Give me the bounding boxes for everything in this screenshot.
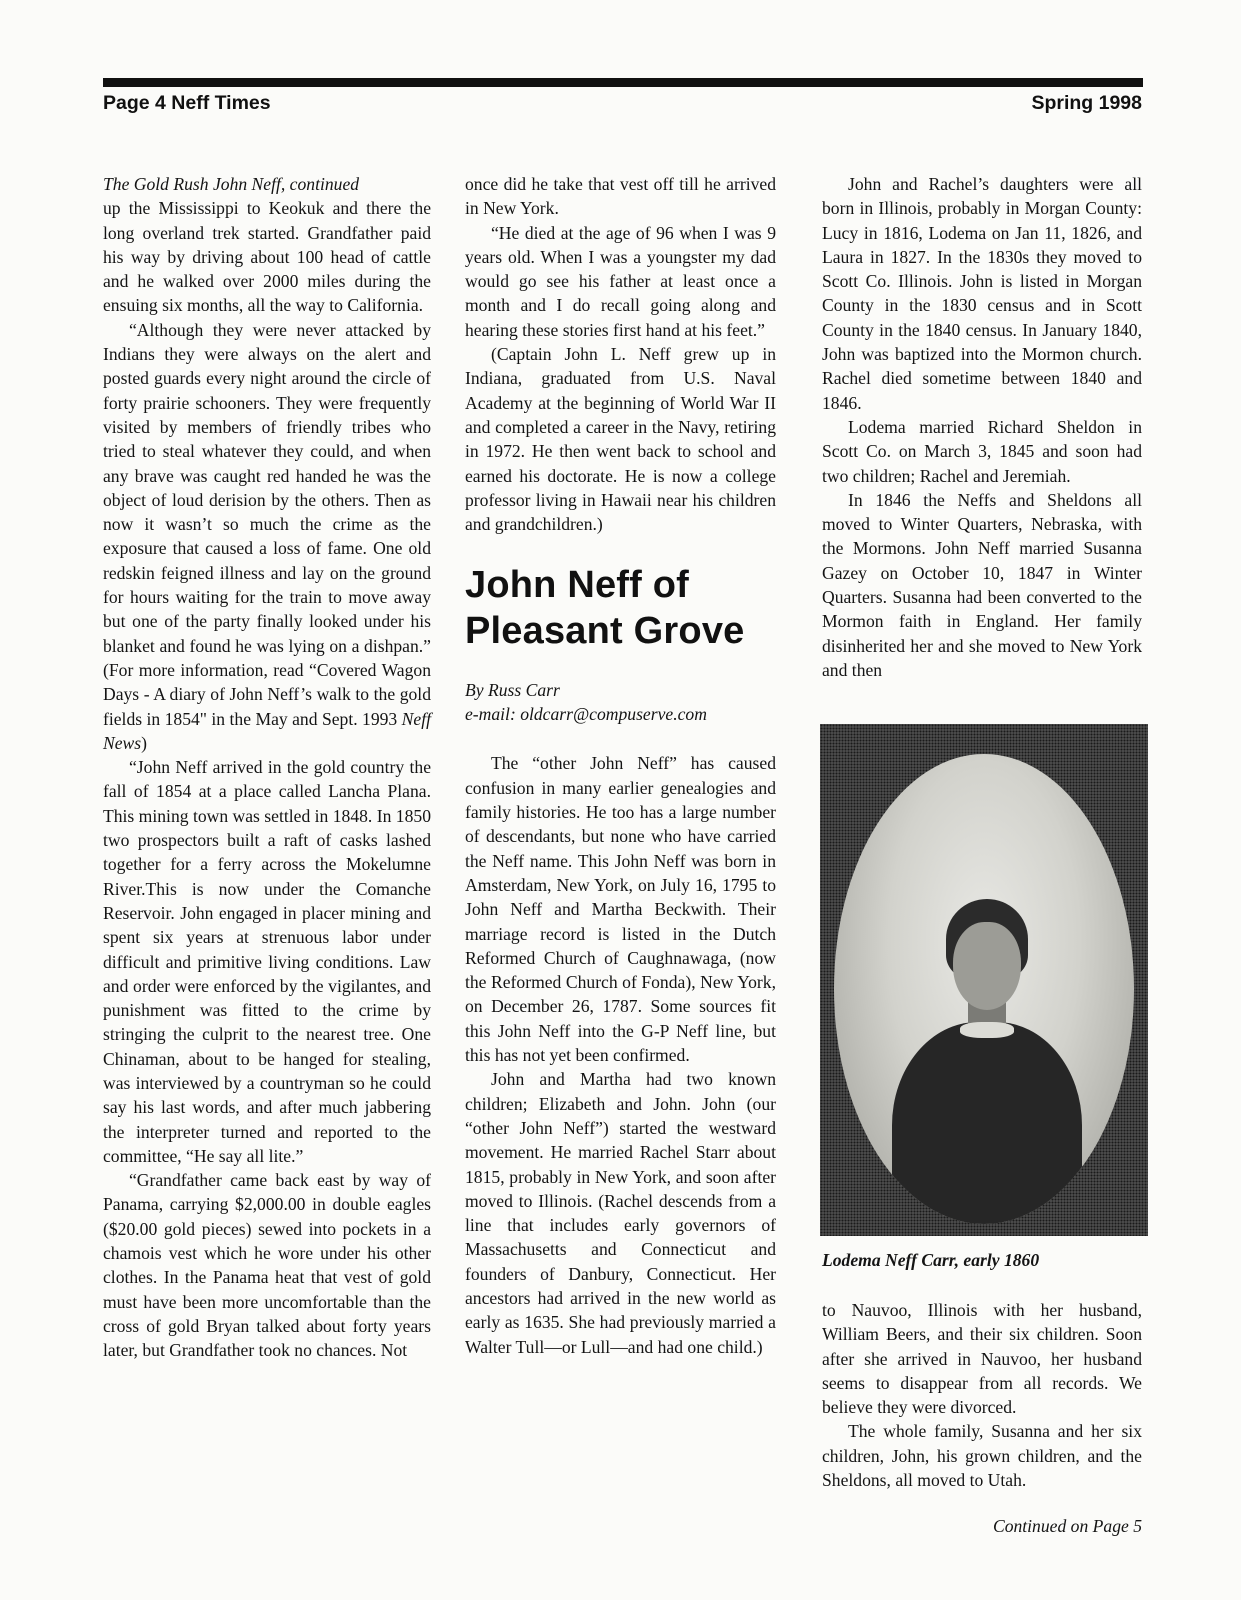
- paragraph: In 1846 the Neffs and Sheldons all moved to Winter Quarters, Nebraska, with the Mormons. John Neff married Susanna Gazey on October 10, 1847 in Winter Quarters. Susanna had been converted to the Mormon faith in England. Her family disinherited her and she moved to New York and then: [822, 489, 1142, 680]
- paragraph: John and Martha had two known children; Elizabeth and John. John (our “other John Neff”) started the westward movement. He married Rachel Starr about 1815, probably in New York, and soon after moved to Illinois. (Rachel descends from a line that includes early governors of Massachusetts and Connecticut and founders of Danbury, Connecticut. Her ancestors had arrived in the new world as early as 1635. She had previously married a Walter Tull—or Lull—and had one child.): [465, 1069, 776, 1357]
- paragraph-text-end: ): [141, 732, 147, 753]
- column-2: [465, 172, 776, 1359]
- portrait-face: [953, 922, 1021, 1010]
- paragraph: “John Neff arrived in the gold country the fall of 1854 at a place called Lancha Plana. This mining town was settled in 1848. In 1850 two prospectors built a raft of casks lashed together for a ferry across the Mokelumne River.This is now under the Comanche Reservoir. John engaged in placer mining and spent six years at strenuous labor under difficult and primitive living conditions. Law and order were enforced by the vigilantes, and punishment was fitted to the crime by stringing the culprit to the nearest tree. One Chinaman, about to be hanged for stealing, was interviewed by a countryman so he could say his last words, and after much jabbering the interpreter turned and reported to the committee, “He say all lite.”: [103, 757, 431, 1166]
- paragraph: John and Rachel’s daughters were all born in Illinois, probably in Morgan County: Lucy in 1816, Lodema on Jan 11, 1826, and Laura in 1827. In the 1830s they moved to Scott Co. Illinois. John is listed in Morgan County in the 1830 census and in Scott County in the 1840 census. In January 1840, John was baptized into the Mormon church. Rachel died sometime between 1840 and 1846.: [822, 174, 1142, 413]
- column-1: [103, 172, 431, 1363]
- page-header-right: Spring 1998: [1031, 92, 1142, 114]
- paragraph: “He died at the age of 96 when I was 9 years old. When I was a youngster my dad would go see his father at least once a month and I do recall going along and hearing these stories first hand at his feet.”: [465, 222, 776, 340]
- paragraph: once did he take that vest off till he arrived in New York.: [465, 174, 776, 219]
- publication-name: Neff News: [103, 708, 431, 753]
- paragraph-text: “Although they were never attacked by Indians they were always on the alert and posted guards every night around the circle of forty prairie schooners. They were frequently visited by members of friendly tribes who tried to steal whatever they could, and when any brave was caught red handed he was the object of loud derision by the others. Then as now it wasn’t so much the crime as the exposure that caused a loss of fame. One old redskin feigned illness and lay on the ground for hours waiting for the train to move away but one of the party finally looked under his blanket and found he was lying on a dishpan.” (For more information, read “Covered Wagon Days - A diary of John Neff’s walk to the gold fields in 1854" in the May and Sept. 1993: [103, 319, 431, 729]
- photo-caption: Lodema Neff Carr, early 1860: [822, 1250, 1040, 1270]
- column-3-continued: [822, 1298, 1142, 1492]
- continued-label: The Gold Rush John Neff, continued: [103, 174, 360, 194]
- paragraph: Lodema married Richard Sheldon in Scott Co. on March 3, 1845 and soon had two children; Rachel and Jeremiah.: [822, 416, 1142, 486]
- continued-on-page: Continued on Page 5: [992, 1516, 1142, 1536]
- paragraph: The whole family, Susanna and her six children, John, his grown children, and the Sheldons, all moved to Utah.: [822, 1421, 1142, 1491]
- paragraph: (Captain John L. Neff grew up in Indiana, graduated from U.S. Naval Academy at the beginning of World War II and completed a career in the Navy, retiring in 1972. He then went back to school and earned his doctorate. He is now a college professor living in Hawaii near his children and grandchildren.): [465, 344, 776, 535]
- paragraph: The “other John Neff” has caused confusion in many earlier genealogies and family histories. He too has a large number of descendants, but none who have carried the Neff name. This John Neff was born in Amsterdam, New York, on July 16, 1795 to John Neff and Martha Beckwith. Their marriage record is listed in the Dutch Reformed Church of Caughnawaga, (now the Reformed Church of Fonda), New York, on December 26, 1787. Some sources fit this John Neff into the G-P Neff line, but this has not yet been confirmed.: [465, 753, 776, 1066]
- author: By Russ Carr: [465, 680, 560, 701]
- portrait-oval: [834, 754, 1134, 1224]
- header-rule: [103, 78, 1143, 87]
- page-header-left: Page 4 Neff Times: [103, 92, 271, 114]
- paragraph: “Grandfather came back east by way of Panama, carrying $2,000.00 in double eagles ($20.00 gold pieces) sewed into pockets in a chamois vest which he wore under his other clothes. In the Panama heat that vest of gold must have been more uncomfortable than the cross of gold Bryan talked about forty years later, but Grandfather took no chances. Not: [103, 1170, 431, 1361]
- paragraph: to Nauvoo, Illinois with her husband, William Beers, and their six children. Soon after she arrived in Nauvoo, her husband seems to disappear from all records. We believe they were divorced.: [822, 1300, 1142, 1418]
- paragraph: up the Mississippi to Keokuk and there the long overland trek started. Grandfather paid his way by driving about 100 head of cattle and he walked over 2000 miles during the ensuing six months, all the way to California.: [103, 198, 431, 316]
- portrait-photo: [820, 724, 1148, 1236]
- byline: [465, 678, 776, 726]
- column-3: [822, 172, 1142, 682]
- author-email: e-mail: oldcarr@compuserve.com: [465, 704, 707, 725]
- portrait-dress: [892, 1022, 1082, 1224]
- portrait-collar: [960, 1022, 1014, 1038]
- article-headline: John Neff of Pleasant Grove: [465, 564, 745, 653]
- paragraph: [103, 318, 431, 755]
